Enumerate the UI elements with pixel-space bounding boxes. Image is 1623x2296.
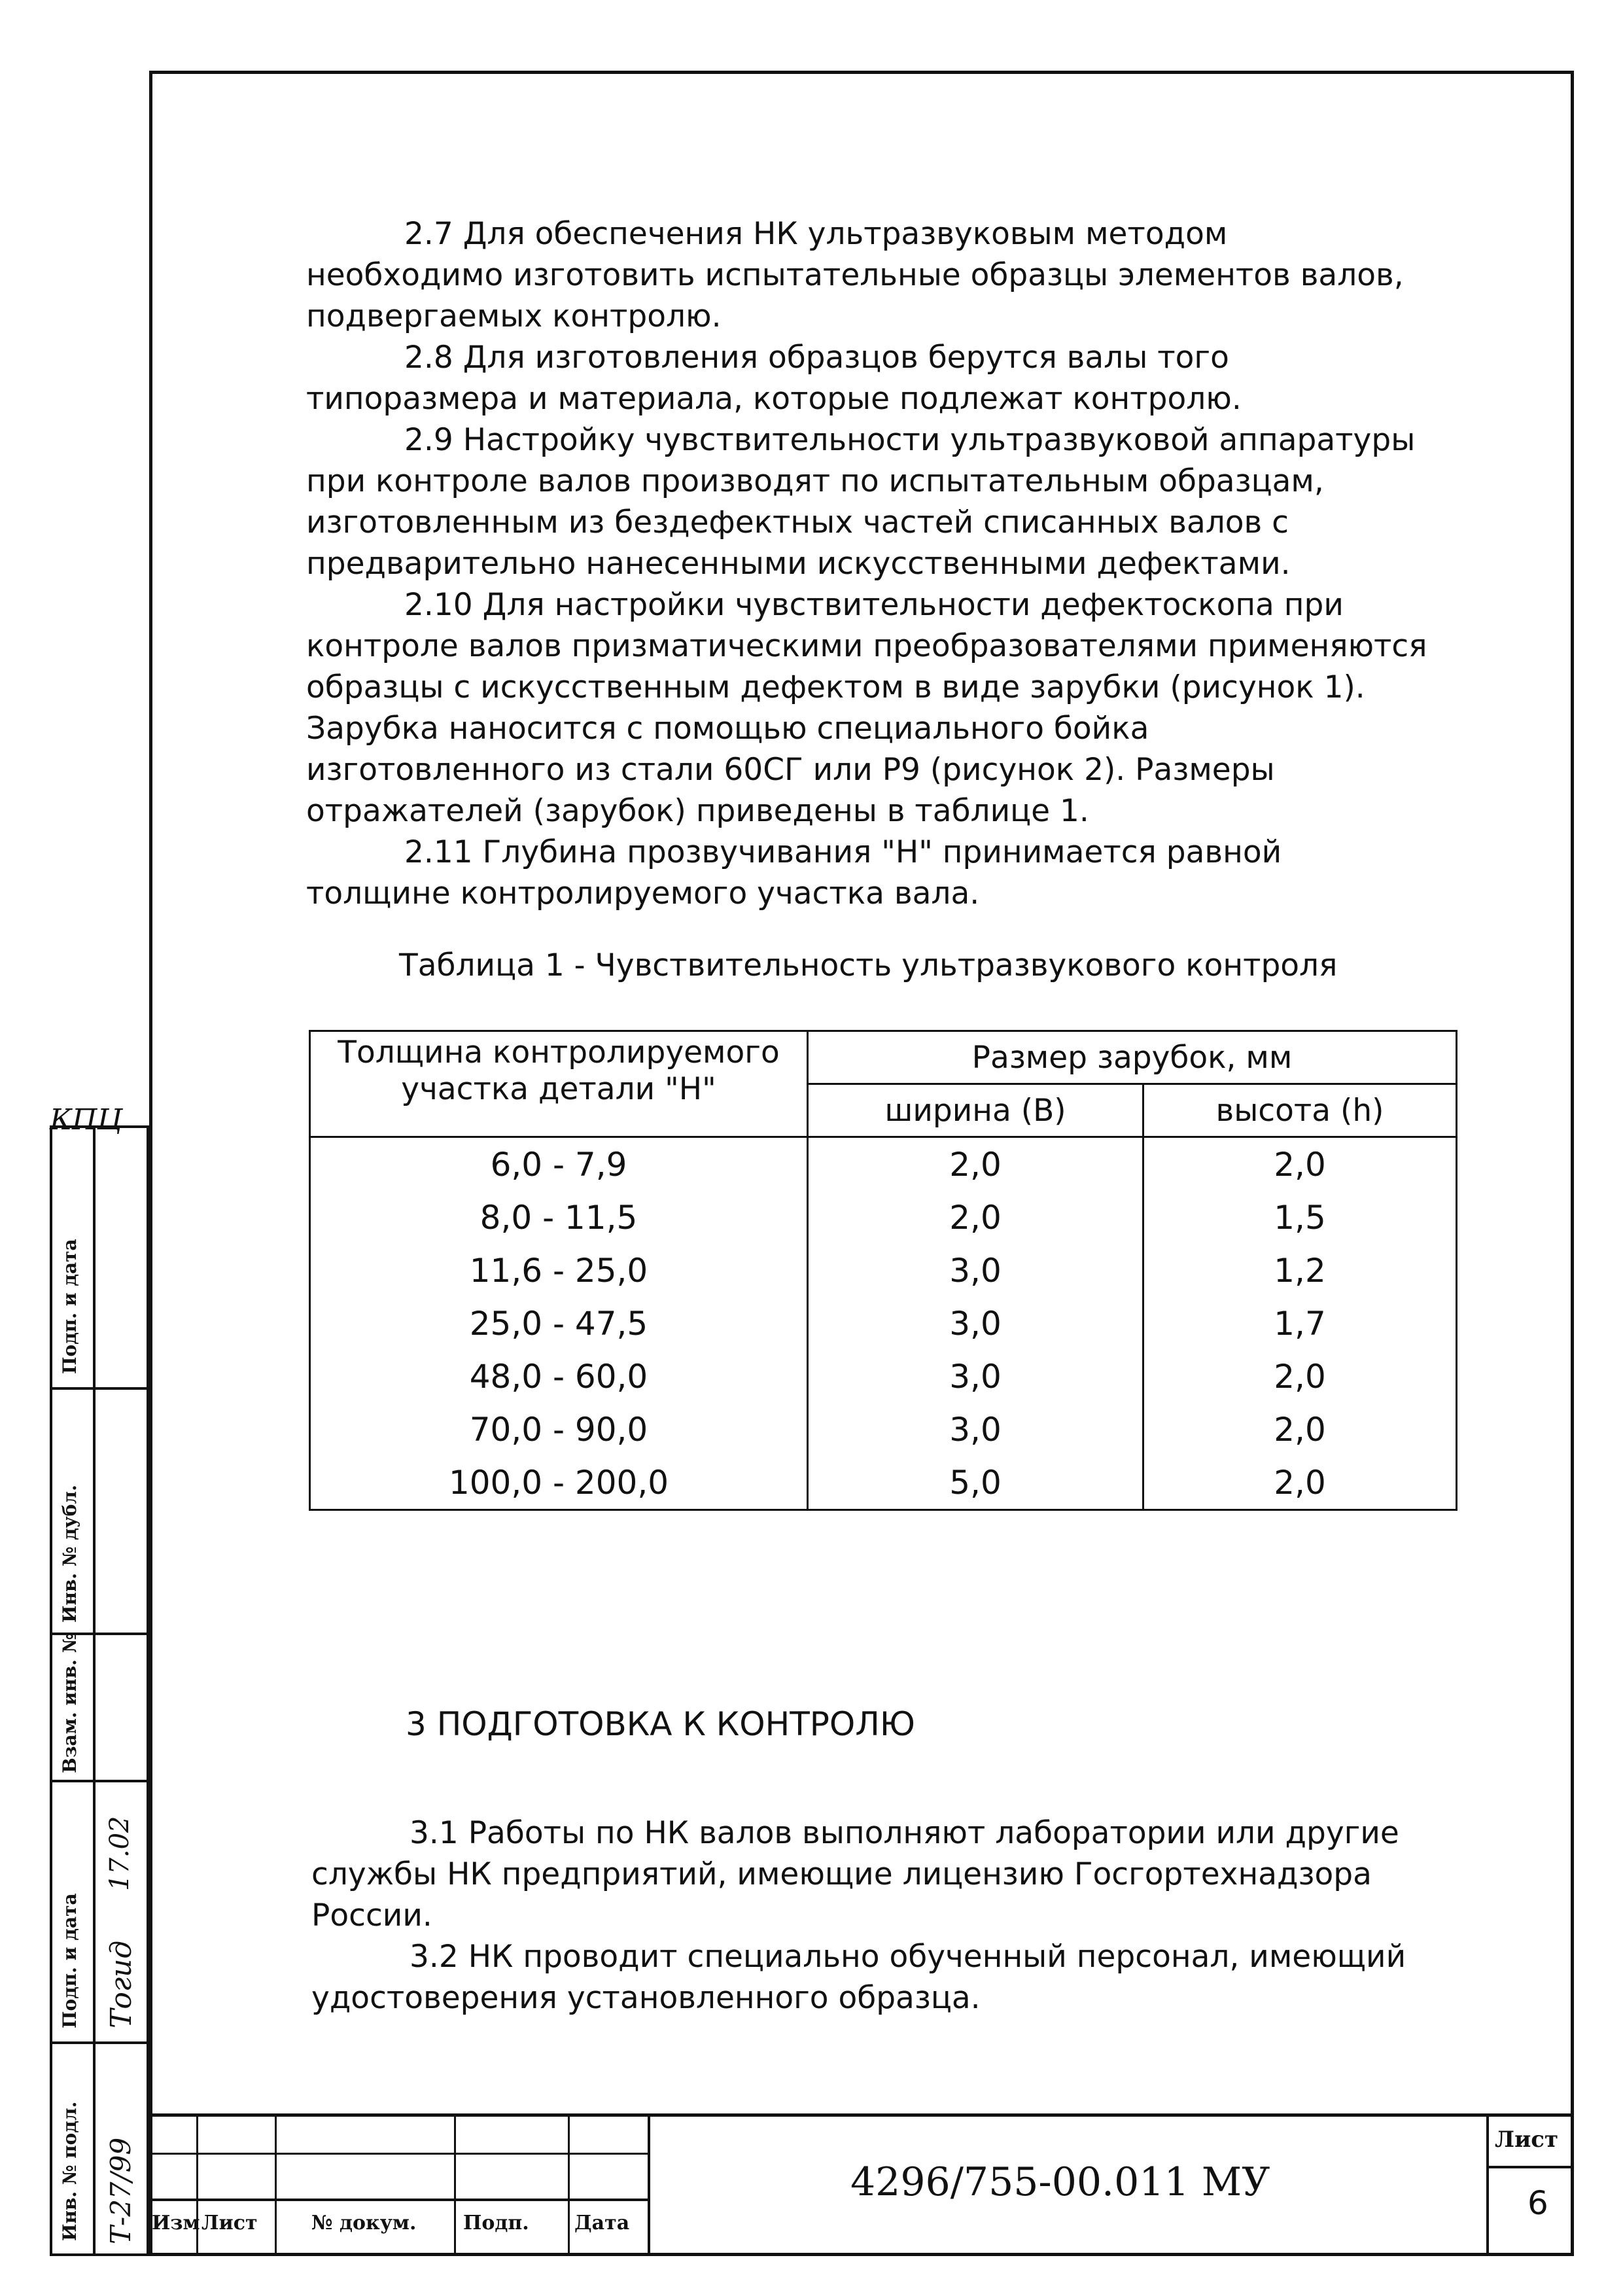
cell-width: 2,0 bbox=[808, 1137, 1143, 1192]
section-2-text bbox=[306, 213, 1471, 914]
col-thickness-header-line1: Толщина контролируемого bbox=[338, 1034, 780, 1070]
paragraph-line: необходимо изготовить испытательные образцы элементов валов, bbox=[306, 257, 1404, 293]
col-height-header: высота (h) bbox=[1143, 1084, 1457, 1137]
label-inv-podl: Инв. № подл. bbox=[59, 2101, 80, 2241]
col-doc-number-label: № докум. bbox=[311, 2212, 417, 2234]
cell-height: 2,0 bbox=[1143, 1403, 1457, 1456]
margin-stamp bbox=[50, 1125, 149, 2256]
paragraph-line: отражателей (зарубок) приведены в таблице 1. bbox=[306, 793, 1089, 829]
cell-thickness: 8,0 - 11,5 bbox=[310, 1191, 808, 1244]
cell-thickness: 100,0 - 200,0 bbox=[310, 1456, 808, 1510]
cell-width: 3,0 bbox=[808, 1297, 1143, 1350]
paragraph-number: 3.1 bbox=[410, 1815, 459, 1851]
label-podp-data-1: Подп. и дата bbox=[59, 1893, 80, 2028]
paragraph-number: 2.8 bbox=[404, 340, 453, 376]
cell-width: 2,0 bbox=[808, 1191, 1143, 1244]
sheet-label: Лист bbox=[1495, 2127, 1559, 2153]
table-row bbox=[310, 1350, 1457, 1403]
document-number: 4296/755-00.011 МУ bbox=[850, 2159, 1270, 2205]
paragraph-first-line: НК проводит специально обученный персонал, имеющий bbox=[468, 1939, 1406, 1975]
cell-height: 1,2 bbox=[1143, 1244, 1457, 1297]
paragraph-line: типоразмера и материала, которые подлежат контролю. bbox=[306, 381, 1242, 417]
cell-width: 5,0 bbox=[808, 1456, 1143, 1510]
col-thickness-header-line2: участка детали "Н" bbox=[401, 1071, 716, 1107]
cell-height: 1,5 bbox=[1143, 1191, 1457, 1244]
paragraph-line: образцы с искусственным дефектом в виде зарубки (рисунок 1). bbox=[306, 669, 1365, 705]
paragraph-2-8 bbox=[306, 337, 1471, 419]
cell-thickness: 6,0 - 7,9 bbox=[310, 1137, 808, 1192]
paragraph-number: 2.10 bbox=[404, 587, 473, 623]
paragraph-line: контроле валов призматическими преобразователями применяются bbox=[306, 628, 1427, 664]
col-list-label: Лист bbox=[201, 2212, 258, 2234]
paragraph-3-1 bbox=[311, 1812, 1469, 1936]
cell-width: 3,0 bbox=[808, 1350, 1143, 1403]
col-width-header: ширина (В) bbox=[808, 1084, 1143, 1137]
paragraph-line: толщине контролируемого участка вала. bbox=[306, 875, 980, 911]
paragraph-line: службы НК предприятий, имеющие лицензию Госгортехнадзора bbox=[311, 1856, 1372, 1892]
paragraph-2-7 bbox=[306, 213, 1471, 337]
paragraph-number: 2.11 bbox=[404, 834, 473, 870]
table-row bbox=[310, 1403, 1457, 1456]
paragraph-first-line: Работы по НК валов выполняют лаборатории или другие bbox=[468, 1815, 1399, 1851]
paragraph-line: предварительно нанесенными искусственными дефектами. bbox=[306, 546, 1291, 582]
paragraph-line: Зарубка наносится с помощью специального бойка bbox=[306, 711, 1149, 747]
cell-height: 2,0 bbox=[1143, 1137, 1457, 1192]
paragraph-line: подвергаемых контролю. bbox=[306, 298, 722, 334]
cell-thickness: 25,0 - 47,5 bbox=[310, 1297, 808, 1350]
paragraph-line: изготовленного из стали 60СГ или Р9 (рисунок 2). Размеры bbox=[306, 752, 1275, 788]
handwritten-signature: Тогид bbox=[105, 1940, 138, 2028]
paragraph-number: 2.9 bbox=[404, 422, 453, 458]
paragraph-line: России. bbox=[311, 1898, 432, 1934]
table-row bbox=[310, 1297, 1457, 1350]
col-signature-label: Подп. bbox=[463, 2212, 529, 2234]
paragraph-2-11 bbox=[306, 832, 1471, 914]
paragraph-number: 3.2 bbox=[410, 1939, 459, 1975]
paragraph-number: 2.7 bbox=[404, 216, 453, 252]
group-header-notch-size: Размер зарубок, мм bbox=[808, 1031, 1457, 1084]
cell-width: 3,0 bbox=[808, 1244, 1143, 1297]
cell-height: 2,0 bbox=[1143, 1350, 1457, 1403]
paragraph-first-line: Для настройки чувствительности дефектоскопа при bbox=[482, 587, 1344, 623]
paragraph-first-line: Для изготовления образцов берутся валы того bbox=[462, 340, 1229, 376]
label-vzam-inv: Взам. инв. № bbox=[59, 1633, 80, 1773]
paragraph-line: при контроле валов производят по испытательным образцам, bbox=[306, 463, 1324, 499]
section-3-heading: 3 ПОДГОТОВКА К КОНТРОЛЮ bbox=[406, 1705, 915, 1743]
label-podp-data-2: Подп. и дата bbox=[59, 1239, 80, 1374]
paragraph-line: удостоверения установленного образца. bbox=[311, 1980, 981, 2016]
cell-width: 3,0 bbox=[808, 1403, 1143, 1456]
paragraph-2-9 bbox=[306, 419, 1471, 584]
sensitivity-table bbox=[309, 1030, 1457, 1511]
col-izm-label: Изм bbox=[152, 2212, 200, 2234]
sheet-number: 6 bbox=[1527, 2184, 1548, 2222]
paragraph-2-10 bbox=[306, 584, 1471, 832]
table-caption: Таблица 1 - Чувствительность ультразвукового контроля bbox=[399, 947, 1338, 983]
section-3-text bbox=[311, 1812, 1469, 2019]
paragraph-line: изготовленным из бездефектных частей списанных валов с bbox=[306, 504, 1289, 540]
paragraph-first-line: Глубина прозвучивания "Н" принимается равной bbox=[482, 834, 1282, 870]
cell-thickness: 11,6 - 25,0 bbox=[310, 1244, 808, 1297]
paragraph-first-line: Настройку чувствительности ультразвуковой аппаратуры bbox=[462, 422, 1416, 458]
cell-height: 2,0 bbox=[1143, 1456, 1457, 1510]
kpc-mark: КПЦ bbox=[50, 1103, 122, 1137]
paragraph-first-line: Для обеспечения НК ультразвуковым методом bbox=[462, 216, 1228, 252]
cell-thickness: 70,0 - 90,0 bbox=[310, 1403, 808, 1456]
label-inv-dubl: Инв. № дубл. bbox=[59, 1485, 80, 1623]
table-row bbox=[310, 1456, 1457, 1510]
col-date-label: Дата bbox=[574, 2212, 630, 2234]
handwritten-inv-number: Т-27/99 bbox=[105, 2137, 137, 2244]
table-row bbox=[310, 1244, 1457, 1297]
cell-height: 1,7 bbox=[1143, 1297, 1457, 1350]
col-thickness-header bbox=[310, 1031, 808, 1137]
paragraph-3-2 bbox=[311, 1936, 1469, 2019]
cell-thickness: 48,0 - 60,0 bbox=[310, 1350, 808, 1403]
handwritten-date: 17.02 bbox=[105, 1816, 135, 1891]
table-row bbox=[310, 1137, 1457, 1192]
table-row bbox=[310, 1191, 1457, 1244]
